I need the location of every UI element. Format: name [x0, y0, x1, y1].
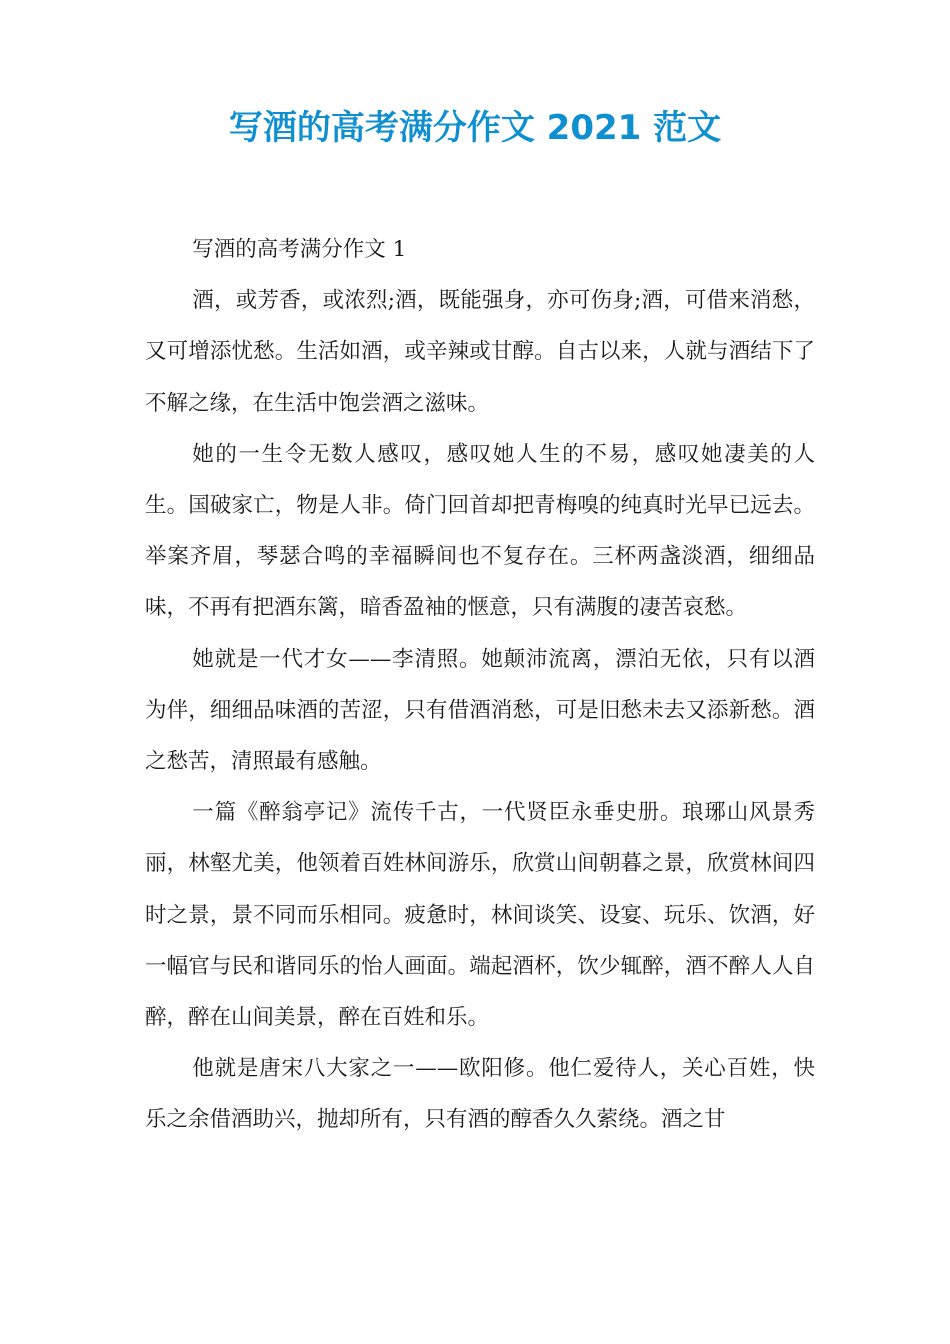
section-heading: 写酒的高考满分作文 1 [192, 237, 407, 262]
document-title: 写酒的高考满分作文 2021 范文 [228, 108, 722, 148]
paragraph-5: 他就是唐宋八大家之一——欧阳修。他仁爱待人，关心百姓，快乐之余借酒助兴，抛却所有，只有酒的醇香久久萦绕。酒之甘 [145, 1056, 815, 1133]
paragraph-1: 酒，或芳香，或浓烈;酒，既能强身，亦可伤身;酒，可借来消愁，又可增添忧愁。生活如酒，或辛辣或甘醇。自古以来，人就与酒结下了不解之缘，在生活中饱尝酒之滋味。 [145, 288, 815, 416]
paragraph-3: 她就是一代才女——李清照。她颠沛流离，漂泊无依，只有以酒为伴，细细品味酒的苦涩，只有借酒消愁，可是旧愁未去又添新愁。酒之愁苦，清照最有感触。 [145, 646, 815, 775]
paragraph-4: 一篇《醉翁亭记》流传千古，一代贤臣永垂史册。琅琊山风景秀丽，林壑尤美，他领着百姓林间游乐，欣赏山间朝暮之景，欣赏林间四时之景，景不同而乐相同。疲惫时，林间谈笑、设宴、玩乐、饮酒，好一幅官与民和谐同乐的怡人画面。端起酒杯，饮少辄醉，酒不醉人人自醉，醉在山间美景，醉在百姓和乐。 [145, 800, 815, 1031]
document-body [145, 224, 815, 1146]
paragraph-2: 她的一生令无数人感叹，感叹她人生的不易，感叹她凄美的人生。国破家亡，物是人非。倚门回首却把青梅嗅的纯真时光早已远去。举案齐眉，琴瑟合鸣的幸福瞬间也不复存在。三杯两盏淡酒，细细品味，不再有把酒东篱，暗香盈袖的惬意，只有满腹的凄苦哀愁。 [145, 441, 815, 621]
